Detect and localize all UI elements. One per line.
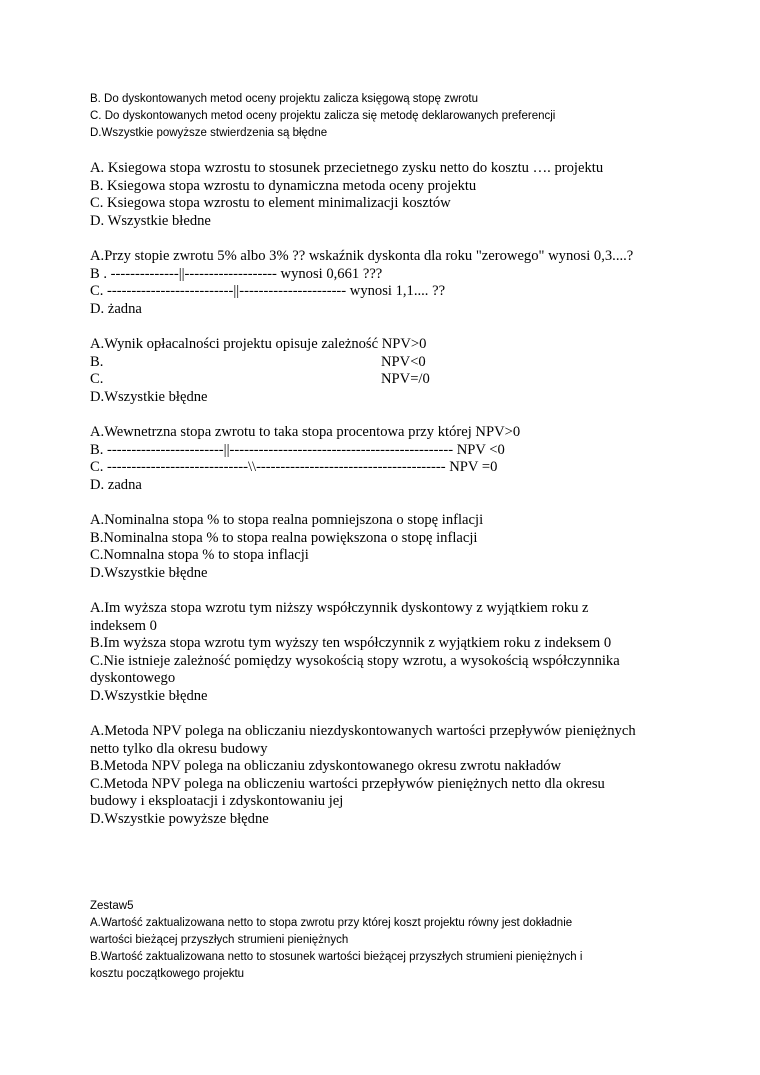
text-line: D.Wszystkie powyższe stwierdzenia są błędne <box>90 127 328 139</box>
section-heading: Zestaw5 <box>90 900 134 912</box>
text-line: B. ------------------------||---------------------------------------------- NPV <0 <box>90 441 505 458</box>
text-line: A.Przy stopie zwrotu 5% albo 3% ?? wskaźnik dyskonta dla roku "zerowego" wynosi 0,3....? <box>90 248 634 264</box>
text-line: B.Nominalna stopa % to stopa realna powiększona o stopę inflacji <box>90 529 478 546</box>
text-line: C. Do dyskontowanych metod oceny projektu zalicza się metodę deklarowanych preferencji <box>90 110 556 122</box>
text-line: C.Metoda NPV polega na obliczeniu wartości przepływów pieniężnych netto dla okresu <box>90 775 605 792</box>
text-line: B. <box>90 353 104 370</box>
text-line: C.Nie istnieje zależność pomiędzy wysokością stopy wzrotu, a wysokością współczynnika <box>90 652 620 669</box>
text-line: A.Wartość zaktualizowana netto to stopa zwrotu przy której koszt projektu równy jest dokładnie <box>90 917 573 929</box>
text-line: B.Wartość zaktualizowana netto to stosunek wartości bieżącej przyszłych strumieni pieniężnych i <box>90 951 583 963</box>
text-line-value: NPV=/0 <box>381 371 430 388</box>
text-line: B.Metoda NPV polega na obliczaniu zdyskontowanego okresu zwrotu nakładów <box>90 758 562 775</box>
text-line: D. Wszystkie błedne <box>90 212 211 229</box>
text-line: B. Ksiegowa stopa wzrostu to dynamiczna metoda oceny projektu <box>90 177 477 194</box>
text-line: C. <box>90 371 104 388</box>
text-line: netto tylko dla okresu budowy <box>90 740 268 757</box>
text-line: A.Wynik opłacalności projektu opisuje zależność NPV>0 <box>90 336 427 352</box>
text-line: D.Wszystkie powyższe błędne <box>90 811 269 827</box>
text-line: A.Im wyższa stopa wzrotu tym niższy współczynnik dyskontowy z wyjątkiem roku z <box>90 600 589 616</box>
text-line: A.Metoda NPV polega na obliczaniu niezdyskontowanych wartości przepływów pieniężnych <box>90 723 636 739</box>
text-line: C.Nomnalna stopa % to stopa inflacji <box>90 547 309 564</box>
text-line: D. żadna <box>90 300 142 317</box>
text-line: A.Nominalna stopa % to stopa realna pomniejszona o stopę inflacji <box>90 512 484 528</box>
text-line: wartości bieżącej przyszłych strumieni pieniężnych <box>90 934 349 946</box>
text-line: A. Ksiegowa stopa wzrostu to stosunek przecietnego zysku netto do kosztu …. projektu <box>90 160 604 176</box>
text-line: D.Wszystkie błędne <box>90 688 208 704</box>
text-line: C. Ksiegowa stopa wzrostu to element minimalizacji kosztów <box>90 195 451 212</box>
text-line: B . --------------||------------------- wynosi 0,661 ??? <box>90 265 383 282</box>
text-line: B. Do dyskontowanych metod oceny projektu zalicza księgową stopę zwrotu <box>90 93 479 105</box>
text-line: C. -----------------------------\\--------------------------------------- NPV =0 <box>90 459 498 476</box>
text-line: C. --------------------------||---------------------- wynosi 1,1.... ?? <box>90 283 446 300</box>
text-line: budowy i eksploatacji i zdyskontowaniu jej <box>90 793 344 810</box>
text-line: dyskontowego <box>90 670 176 687</box>
text-line: D.Wszystkie błędne <box>90 564 208 581</box>
text-line: A.Wewnetrzna stopa zwrotu to taka stopa procentowa przy której NPV>0 <box>90 424 521 440</box>
text-line: D. zadna <box>90 476 142 493</box>
text-line: B.Im wyższa stopa wzrotu tym wyższy ten współczynnik z wyjątkiem roku z indeksem 0 <box>90 635 612 652</box>
text-line: D.Wszystkie błędne <box>90 388 208 405</box>
text-line: kosztu początkowego projektu <box>90 968 245 980</box>
text-line-value: NPV<0 <box>381 353 426 370</box>
text-line: indeksem 0 <box>90 617 157 634</box>
